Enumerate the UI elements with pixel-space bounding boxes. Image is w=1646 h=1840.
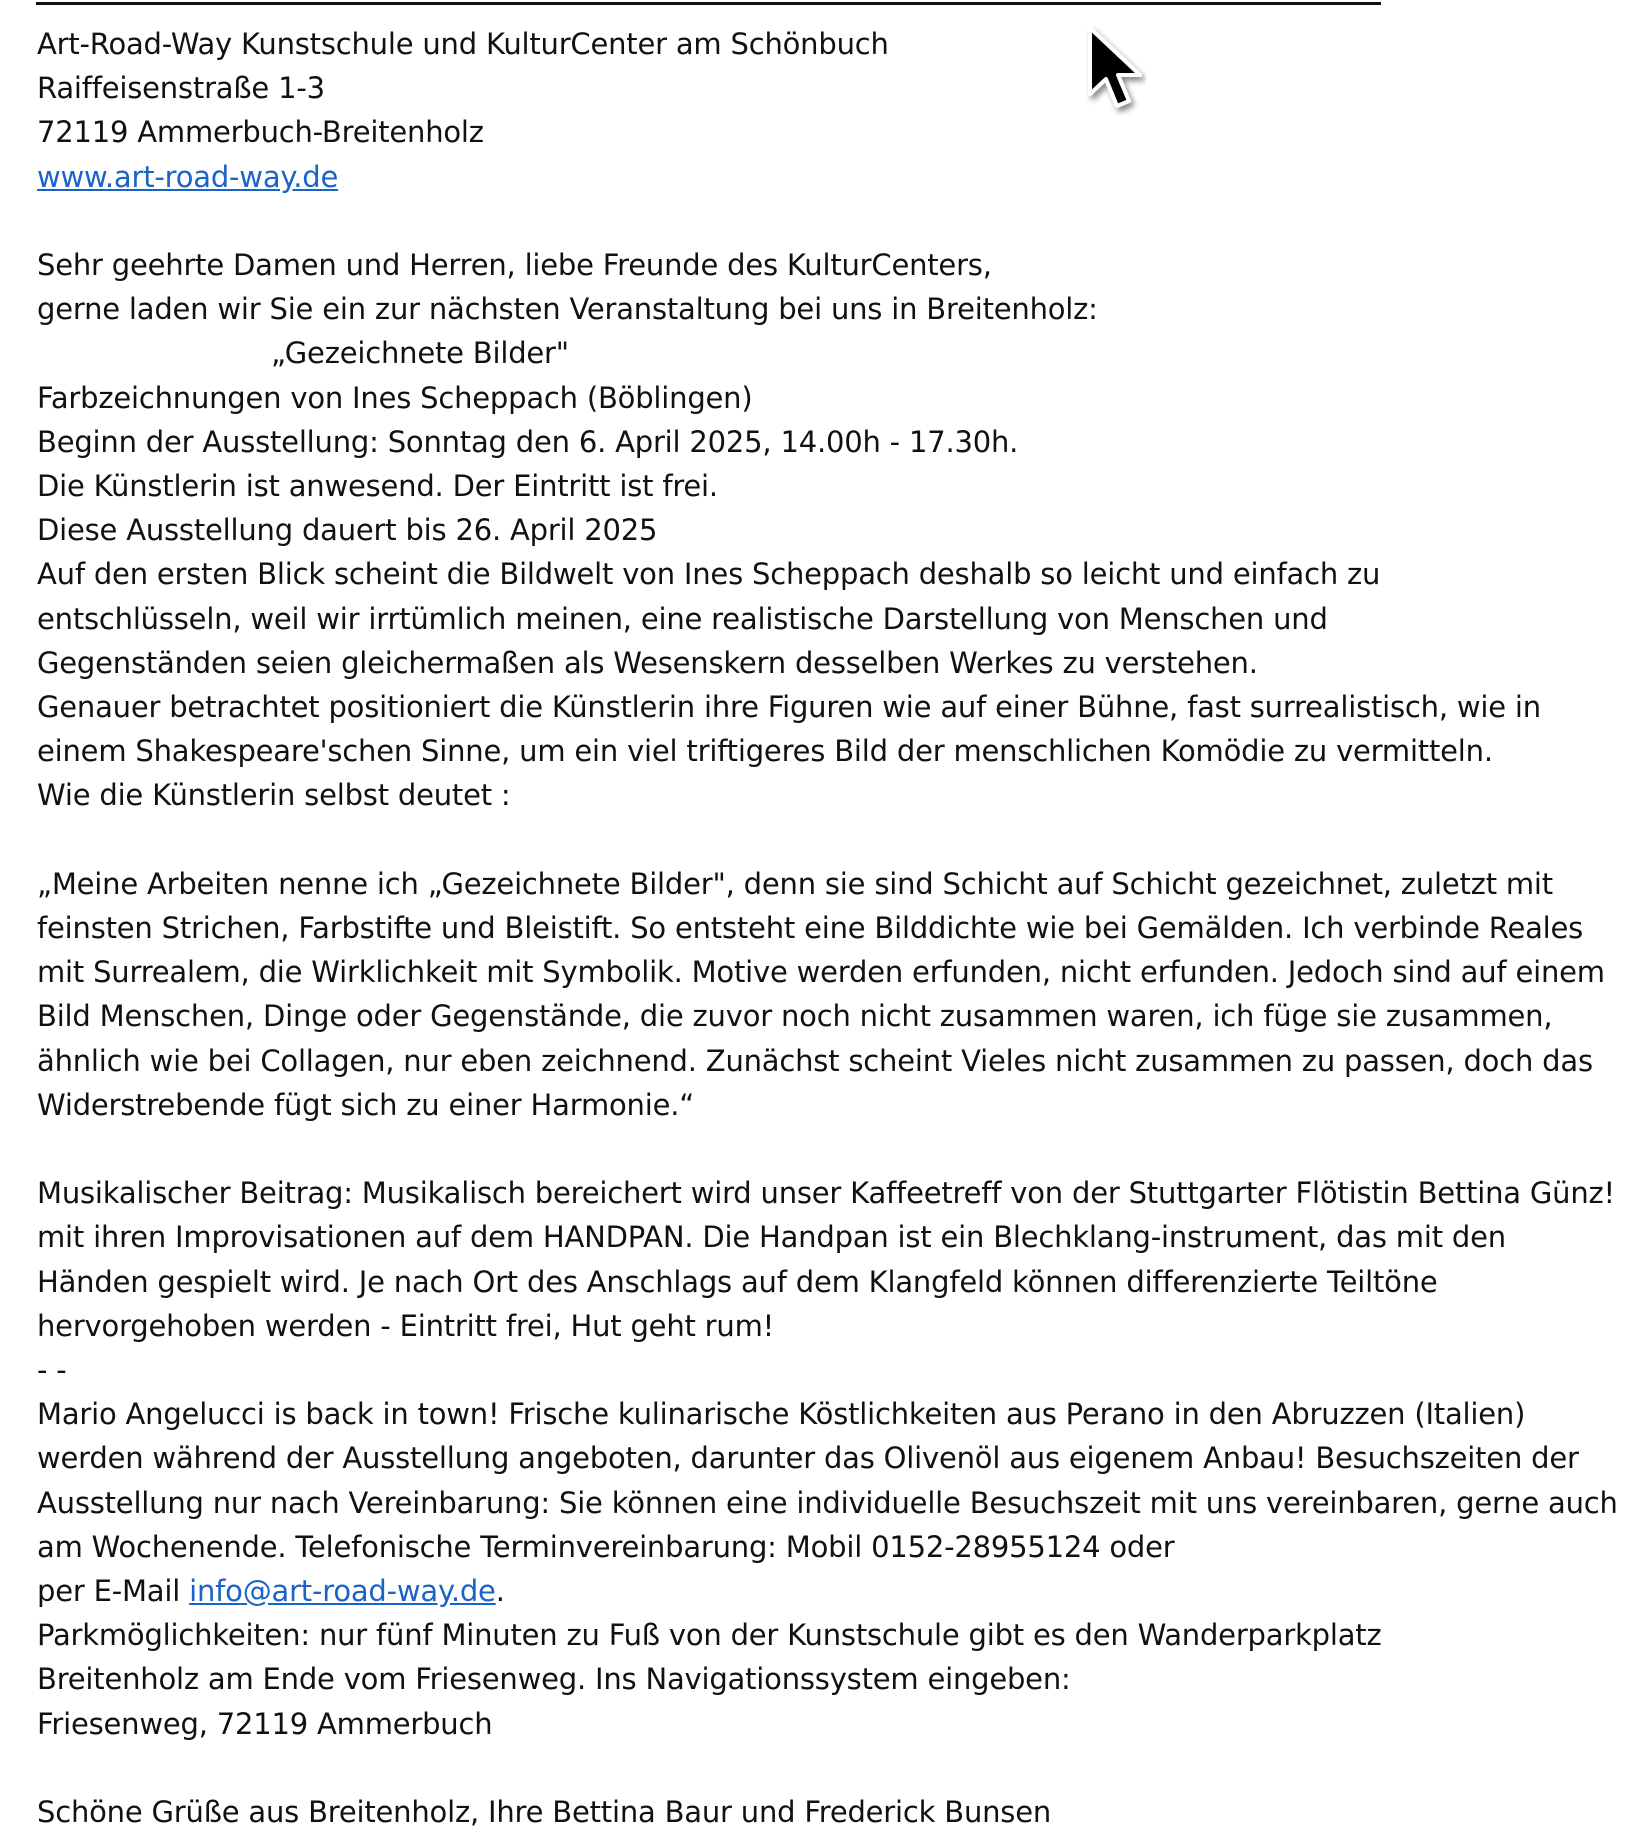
exhibition-duration: Diese Ausstellung dauert bis 26. April 2025: [37, 513, 658, 548]
description-line: Auf den ersten Blick scheint die Bildwelt von Ines Scheppach deshalb so leicht und einfach zu: [37, 557, 1381, 592]
food-line: Ausstellung nur nach Vereinbarung: Sie können eine individuelle Besuchszeit mit uns vereinbaren, gerne auch: [37, 1485, 1618, 1520]
quote-line: „Meine Arbeiten nenne ich „Gezeichnete Bilder", denn sie sind Schicht auf Schicht gezeichnet, zuletzt mit: [37, 866, 1553, 901]
food-line: am Wochenende. Telefonische Terminvereinbarung: Mobil 0152-28955124 oder: [37, 1529, 1175, 1564]
city-address: 72119 Ammerbuch-Breitenholz: [37, 115, 484, 150]
top-divider: [36, 2, 1381, 5]
description-line: Genauer betrachtet positioniert die Künstlerin ihre Figuren wie auf einer Bühne, fast surrealistisch, wie in: [37, 690, 1541, 725]
email-suffix: .: [495, 1574, 505, 1609]
website-link[interactable]: www.art-road-way.de: [37, 159, 339, 194]
closing: Schöne Grüße aus Breitenholz, Ihre Bettina Baur und Frederick Bunsen: [37, 1795, 1052, 1830]
email-line: [37, 1569, 1637, 1613]
quote-line: Widerstrebende fügt sich zu einer Harmonie.“: [37, 1087, 695, 1122]
quote-line: mit Surrealem, die Wirklichkeit mit Symbolik. Motive werden erfunden, nicht erfunden. Jedoch sind auf einem: [37, 955, 1605, 990]
email-prefix: per E-Mail: [37, 1574, 190, 1609]
email-body: [37, 22, 1637, 1834]
mouse-pointer-icon: [1086, 24, 1146, 116]
quote-line: Bild Menschen, Dinge oder Gegenstände, die zuvor noch nicht zusammen waren, ich füge sie zusammen,: [37, 999, 1553, 1034]
blank-line: [37, 1127, 1637, 1171]
food-line: werden während der Ausstellung angeboten, darunter das Olivenöl aus eigenem Anbau! Besuchszeiten der: [37, 1441, 1579, 1476]
description-line: entschlüsseln, weil wir irrtümlich meinen, eine realistische Darstellung von Menschen und: [37, 601, 1328, 636]
description-line: Gegenständen seien gleichermaßen als Wesenskern desselben Werkes zu verstehen.: [37, 645, 1258, 680]
quote-line: feinsten Strichen, Farbstifte und Bleistift. So entsteht eine Bilddichte wie bei Gemälden. Ich verbinde Reales: [37, 911, 1584, 946]
music-line: hervorgehoben werden - Eintritt frei, Hut geht rum!: [37, 1308, 775, 1343]
website-line: [37, 155, 1637, 199]
quote-line: ähnlich wie bei Collagen, nur eben zeichnend. Zunächst scheint Vieles nicht zusammen zu passen, doch das: [37, 1043, 1593, 1078]
blank-line: [37, 199, 1637, 243]
exhibition-start: Beginn der Ausstellung: Sonntag den 6. April 2025, 14.00h - 17.30h.: [37, 424, 1019, 459]
street-address: Raiffeisenstraße 1-3: [37, 71, 325, 106]
email-link[interactable]: info@art-road-way.de: [189, 1574, 496, 1609]
description-line: Wie die Künstlerin selbst deutet :: [37, 778, 511, 813]
exhibition-title: „Gezeichnete Bilder": [271, 336, 569, 371]
parking-line: Friesenweg, 72119 Ammerbuch: [37, 1706, 493, 1741]
separator: - -: [37, 1353, 67, 1388]
description-line: einem Shakespeare'schen Sinne, um ein viel triftigeres Bild der menschlichen Komödie zu vermitteln.: [37, 734, 1493, 769]
parking-line: Parkmöglichkeiten: nur fünf Minuten zu Fuß von der Kunstschule gibt es den Wanderparkplatz: [37, 1618, 1382, 1653]
blank-line: [37, 1746, 1637, 1790]
artist-presence: Die Künstlerin ist anwesend. Der Eintritt ist frei.: [37, 469, 718, 504]
food-line: Mario Angelucci is back in town! Frische kulinarische Köstlichkeiten aus Perano in den Abruzzen (Italien): [37, 1397, 1526, 1432]
blank-line: [37, 818, 1637, 862]
music-line: Händen gespielt wird. Je nach Ort des Anschlags auf dem Klangfeld können differenzierte Teiltöne: [37, 1264, 1438, 1299]
exhibition-subtitle: Farbzeichnungen von Ines Scheppach (Böblingen): [37, 380, 753, 415]
parking-line: Breitenholz am Ende vom Friesenweg. Ins Navigationssystem eingeben:: [37, 1662, 1071, 1697]
music-line: Musikalischer Beitrag: Musikalisch bereichert wird unser Kaffeetreff von der Stuttgarter Flötistin Bettina Günz!: [37, 1176, 1615, 1211]
org-name: Art-Road-Way Kunstschule und KulturCenter am Schönbuch: [37, 27, 889, 61]
greeting: Sehr geehrte Damen und Herren, liebe Freunde des KulturCenters,: [37, 248, 992, 282]
music-line: mit ihren Improvisationen auf dem HANDPAN. Die Handpan ist ein Blechklang-instrument, das mit den: [37, 1220, 1506, 1255]
invitation: gerne laden wir Sie ein zur nächsten Veranstaltung bei uns in Breitenholz:: [37, 292, 1098, 327]
